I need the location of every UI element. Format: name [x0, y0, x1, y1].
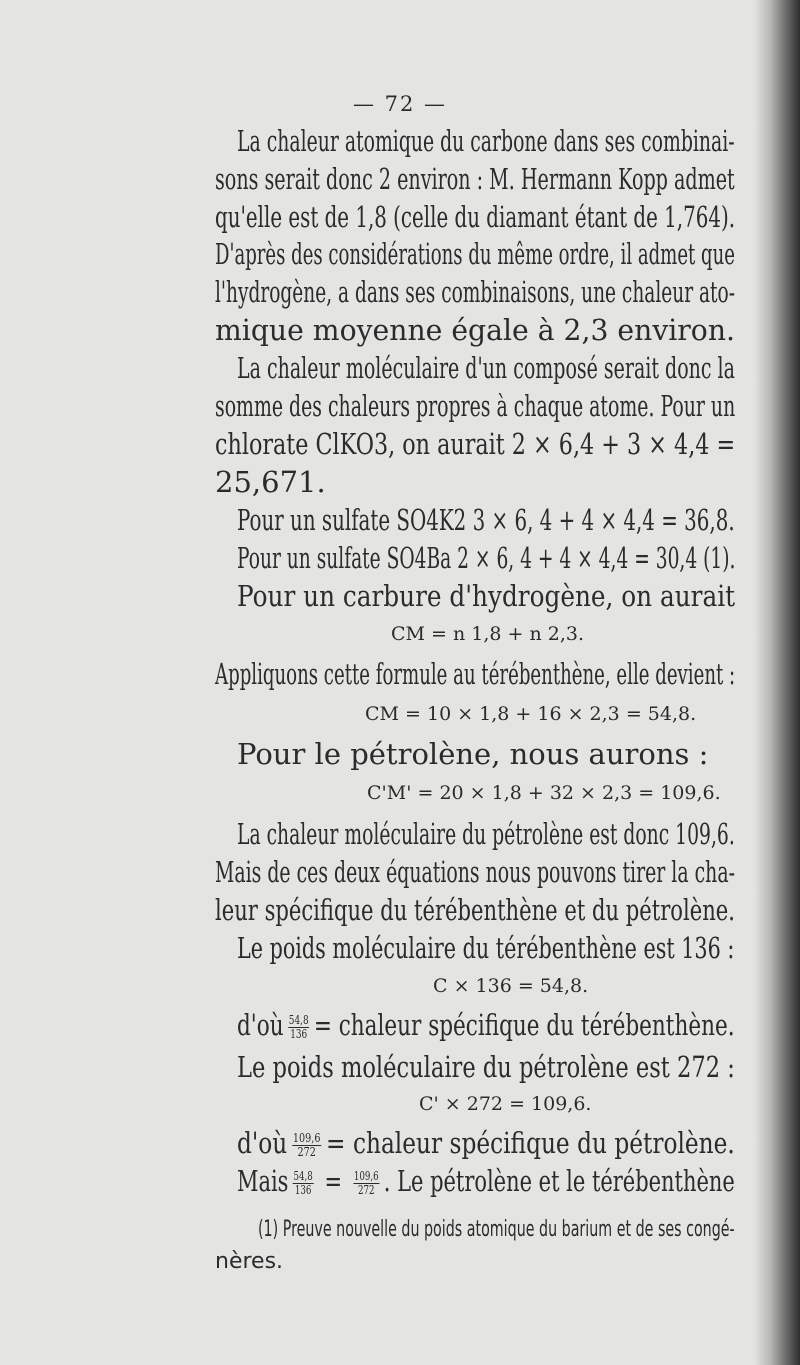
- text-line: La chaleur moléculaire du pétrolène est donc 109,6.: [237, 817, 735, 851]
- text-line: Appliquons cette formule au térébenthène, elle devient :: [215, 657, 736, 691]
- equation: CM = n 1,8 + n 2,3.: [391, 623, 585, 645]
- text-line: Le poids moléculaire du térébenthène est 136 :: [237, 931, 735, 965]
- fraction-line: [237, 1126, 735, 1160]
- fraction-line: Mais $\frac{54,8}{136}$ = $\frac{109,6}{272}$ . Le pétrolène et le térébenthène: [237, 1164, 735, 1198]
- footnote-line: (1) Preuve nouvelle du poids atomique du barium et de ses congé-: [258, 1217, 735, 1242]
- text-line: Pour le pétrolène, nous aurons :: [237, 737, 709, 771]
- fraction-numerator: 109,6: [353, 1168, 379, 1183]
- text-line: Pour un sulfate SO4Ba 2 × 6, 4 + 4 × 4,4 = 30,4 (1).: [237, 541, 736, 575]
- equation: C' × 272 = 109,6.: [419, 1093, 592, 1115]
- fraction-denominator: 272: [297, 1144, 316, 1159]
- fraction-text: = chaleur spécifique du térébenthène.: [313, 1008, 735, 1042]
- text-line: La chaleur moléculaire d'un composé serait donc la: [237, 351, 735, 385]
- text-line: chlorate ClKO3, on aurait 2 × 6,4 + 3 × 4,4 =: [215, 427, 736, 461]
- fraction-numerator: 54,8: [293, 1168, 313, 1183]
- text-line: 25,671.: [215, 465, 326, 499]
- text-line: leur spécifique du térébenthène et du pétrolène.: [215, 893, 735, 927]
- fraction-denominator: 136: [294, 1182, 312, 1197]
- text-line: D'après des considérations du même ordre, il admet que: [215, 237, 735, 271]
- text-line: Pour un sulfate SO4K2 3 × 6, 4 + 4 × 4,4 = 36,8.: [237, 503, 735, 537]
- text-line: mique moyenne égale à 2,3 environ.: [215, 313, 735, 347]
- fraction-prefix: d'où: [237, 1008, 284, 1042]
- text-line: l'hydrogène, a dans ses combinaisons, une chaleur ato-: [215, 275, 735, 309]
- text-line: Mais de ces deux équations nous pouvons tirer la cha-: [215, 855, 735, 889]
- equation: C × 136 = 54,8.: [433, 975, 589, 997]
- fraction-numerator: 109,6: [292, 1130, 321, 1145]
- fraction: [353, 1170, 379, 1197]
- fraction-text: . Le pétrolène et le térébenthène: [383, 1164, 735, 1198]
- text-line: Le poids moléculaire du pétrolène est 272 :: [237, 1050, 735, 1084]
- fraction: [288, 1014, 309, 1041]
- fraction: [292, 1132, 321, 1159]
- text-line: La chaleur atomique du carbone dans ses combinai-: [237, 124, 735, 158]
- fraction-prefix: Mais: [237, 1164, 289, 1198]
- fraction-prefix: d'où: [237, 1126, 288, 1160]
- fraction-line: [237, 1008, 735, 1042]
- fraction-denominator: 272: [357, 1182, 375, 1197]
- footnote-line: nères.: [215, 1249, 284, 1274]
- text-line: Pour un carbure d'hydrogène, on aurait: [237, 579, 736, 613]
- text-line: qu'elle est de 1,8 (celle du diamant étant de 1,764).: [215, 200, 736, 234]
- text-line: somme des chaleurs propres à chaque atome. Pour un: [215, 389, 736, 423]
- fraction-denominator: 136: [290, 1026, 308, 1041]
- equation: CM = 10 × 1,8 + 16 × 2,3 = 54,8.: [365, 703, 697, 725]
- fraction: [293, 1170, 314, 1197]
- page-number: — 72 —: [352, 92, 448, 116]
- page-edge-shadow: [754, 0, 800, 1365]
- fraction-numerator: 54,8: [288, 1012, 309, 1027]
- fraction-text: = chaleur spécifique du pétrolène.: [326, 1126, 735, 1160]
- equation: C'M' = 20 × 1,8 + 32 × 2,3 = 109,6.: [367, 782, 721, 804]
- text-line: sons serait donc 2 environ : M. Hermann Kopp admet: [215, 162, 735, 196]
